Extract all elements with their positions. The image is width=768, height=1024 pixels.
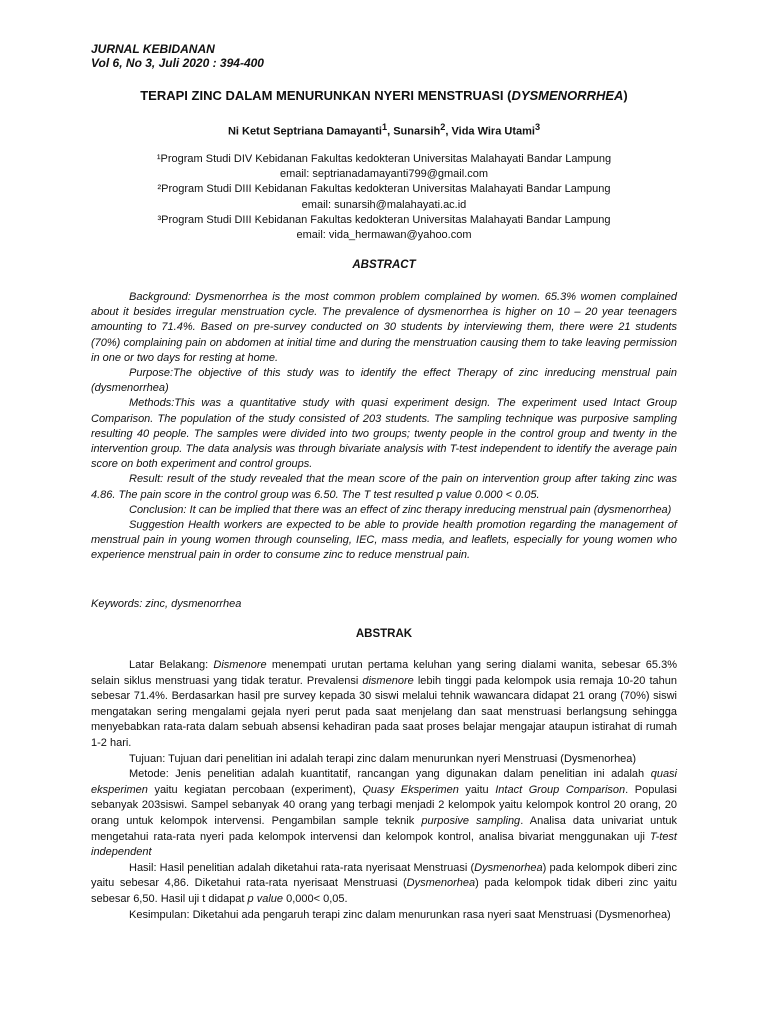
author-3: Vida Wira Utami [451,125,535,138]
text-run: quasi eksperimen [91,768,677,796]
abstrak-kesimpulan: Kesimpulan: Diketahui ada pengaruh terapi zinc dalam menurunkan rasa nyeri saat Menstruasi (Dysmenorhea) [129,908,671,921]
text-run: menempati urutan pertama keluhan yang sering dialami wanita, sebesar 65.3% selain siklus menstruasi yang tidak teratur. Prevalensi [91,659,677,687]
text-run: p value [247,892,284,905]
affiliation-1: ¹Program Studi DIV Kebidanan Fakultas kedokteran Universitas Malahayati Bandar Lampung [156,153,612,165]
text-run: yaitu kegiatan percobaan (experiment), [147,783,363,796]
text-run: purposive sampling [421,814,521,827]
abstrak-heading: ABSTRAK [355,628,413,640]
text-run: T-test independent [91,830,677,859]
text-run: Quasy Eksperimen [362,783,459,796]
affiliation-2-email: email: sunarsih@malahayati.ac.id [301,198,467,211]
author-2-mark: 2 [440,122,446,132]
author-separator: , [387,125,394,138]
author-1-mark: 1 [381,122,388,132]
abstract-methods: Methods:This was a quantitative study with quasi experiment design. The experiment used Intact Group Comparison. The population of the study consisted of 203 students. The sampling technique was purposive sampling resulting 40 people. The samples were divided into two groups; twenty people in the control group and twenty in the intervention group. The data analysis was through bivariate analysis with T-test independent to identify the average pain score on both experiment and control groups. [91,397,677,471]
abstract-english [91,290,677,564]
text-run: Hasil: Hasil penelitian adalah diketahui rata-rata nyerisaat Menstruasi ( [129,861,475,874]
text-run: ) pada kelompok tidak diberi zinc yaitu sebesar 6,50. Hasil uji t didapat [91,877,677,905]
text-run: lebih tinggi pada kelompok usia remaja 10-20 tahun sebesar 71.4%. Berdasarkan hasil pre survey kepada 30 siswi melalui tehnik wawancara didapat 21 orang (70%) siswi mengatakan sering mengalami gejala nyeri perut pada saat menjelang dan saat menstruasi berlangsung sehingga menyebabkan rata-rata dalam sebuah absensi kehadiran pada saat proses belajar mengajar ataupun istirahat di rumah 1-2 hari. [91,674,678,749]
journal-volume: Vol 6, No 3, Juli 2020 : 394-400 [91,56,264,70]
author-separator: , [445,125,452,138]
abstrak-metode [91,767,677,861]
paper-title-end: ) [623,88,628,103]
text-run: Dysmenorhea [474,861,543,874]
author-3-mark: 3 [534,122,541,132]
affiliation-3: ³Program Studi DIII Kebidanan Fakultas kedokteran Universitas Malahayati Bandar Lampung [157,213,611,226]
paper-title-italic: DYSMENORRHEA [511,88,624,103]
abstract-heading: ABSTRACT [352,259,416,271]
abstract-indonesian [91,658,677,923]
text-run: . Analisa data univariat untuk mengetahui rata-rata nyeri pada kelompok intervensi dan kelompok kontrol, analisa bivariat menggunakan uji [91,814,678,843]
affiliations [0,152,768,243]
author-1: Ni Ketut Septriana Damayanti [227,125,382,138]
keywords: Keywords: zinc, dysmenorrhea [91,598,242,610]
abstract-suggestion: Suggestion Health workers are expected to be able to provide health promotion regarding the management of menstrual pain in young women through counseling, IEC, mass media, and leaflets, especially for young women who experience menstrual pain in order to consume zinc to reduce menstrual pain. [91,519,677,562]
affiliation-1-email: email: septrianadamayanti799@gmail.com [279,168,489,181]
paper-title [0,88,768,103]
text-run: ) pada kelompok diberi zinc yaitu sebesar 4,86. Diketahui rata-rata nyerisaat Menstruasi ( [91,861,678,890]
author-2: Sunarsih [393,125,441,138]
text-run: Intact Group Comparison [495,783,626,796]
paper-title-main: TERAPI ZINC DALAM MENURUNKAN NYERI MENSTRUASI ( [140,88,512,103]
abstract-result: Result: result of the study revealed that the mean score of the pain on intervention group after taking zinc was 4.86. The pain score in the control group was 6.50. The T test resulted p value 0.000 < 0.05. [91,473,677,501]
abstrak-latar-belakang [91,658,677,752]
text-run: 0,000< 0,05. [283,892,348,905]
abstract-background: Background: Dysmenorrhea is the most common problem complained by women. 65.3% women complained about it besides irregular menstruation cycle. The prevalence of dysmenorrhea is higher on 10 – 20 year teenagers amounting to 71.4%. Based on pre-survey conducted on 30 students by interviewing them, there were 21 students (70%) complaining pain on abdomen at initial time and during the menstruation causing them to take leaving permission in one or two days for resting at home. [91,291,677,364]
author-list [0,122,768,138]
abstract-conclusion: Conclusion: It can be implied that there was an effect of zinc therapy inreducing menstrual pain (dysmenorrhea) [129,503,672,516]
text-run: Dismenore [213,659,267,671]
abstrak-tujuan: Tujuan: Tujuan dari penelitian ini adalah terapi zinc dalam menurunkan nyeri Menstruasi (Dysmenorhea) [129,752,637,765]
text-run: yaitu [458,783,496,796]
affiliation-3-email: email: vida_hermawan@yahoo.com [296,229,472,242]
text-run: Dysmenorhea [406,877,476,890]
text-run: dismenore [362,674,414,687]
journal-header [91,42,264,70]
affiliation-2: ²Program Studi DIII Kebidanan Fakultas kedokteran Universitas Malahayati Bandar Lampung [157,183,611,196]
text-run: . Populasi sebanyak 203siswi. Sampel sebanyak 40 orang yang terbagi menjadi 2 kelompok yaitu kelompok kontrol 20 orang, 20 orang untuk kelompok intervensi. Pengambilan sample teknik [91,783,678,827]
text-run: Latar Belakang: [129,659,214,671]
abstract-purpose: Purpose:The objective of this study was to identify the effect Therapy of zinc inreducing menstrual pain (dysmenorrhea) [91,367,677,395]
journal-name: JURNAL KEBIDANAN [91,42,215,56]
abstrak-hasil [91,861,677,908]
text-run: Metode: Jenis penelitian adalah kuantitatif, rancangan yang digunakan dalam penelitian ini adalah [129,768,651,781]
